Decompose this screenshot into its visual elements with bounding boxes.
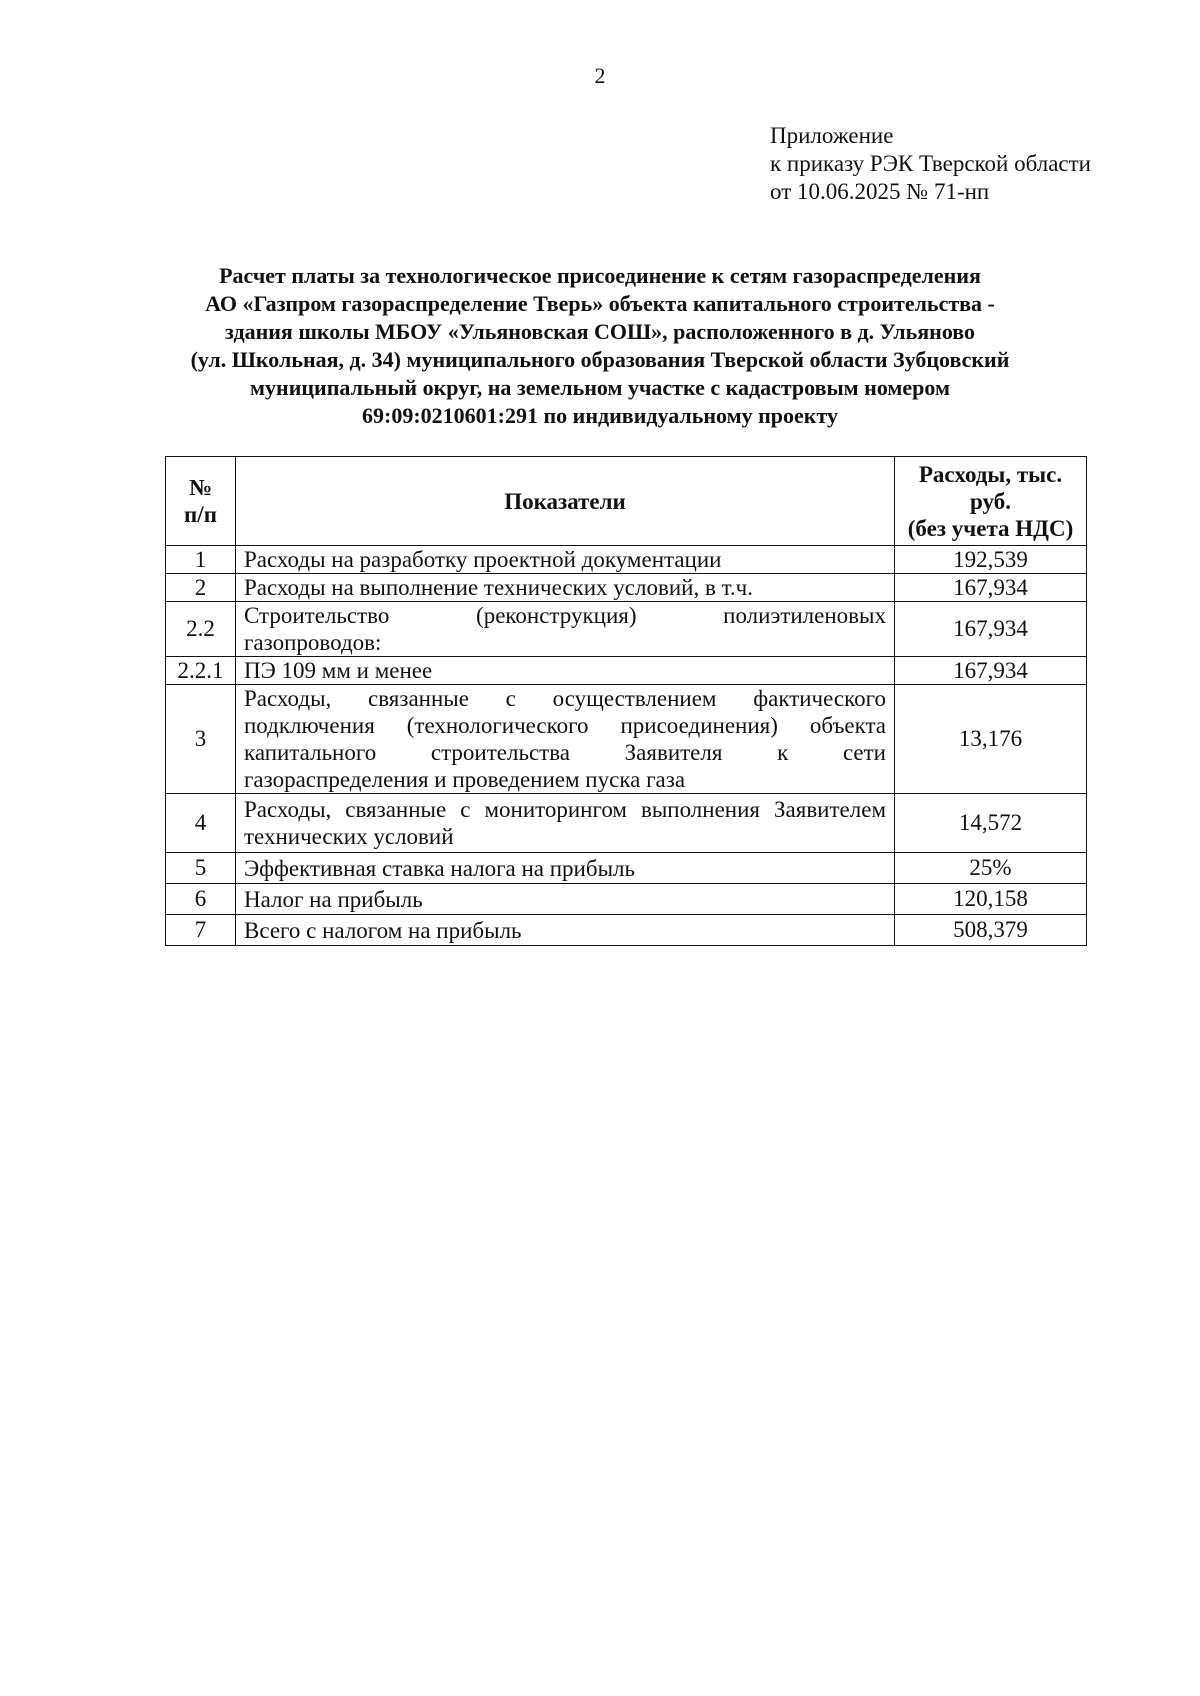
appendix-reference (770, 122, 1091, 206)
table-row (166, 685, 1087, 794)
table-row (166, 853, 1087, 884)
row-indicator-line: Строительство (реконструкция) полиэтиленовых (244, 603, 886, 628)
row-value: 25% (895, 853, 1087, 884)
row-number: 2.2.1 (166, 657, 236, 685)
row-indicator: Расходы на разработку проектной документации (236, 546, 895, 574)
row-indicator (236, 685, 895, 794)
title-line-1: Расчет платы за технологическое присоединение к сетям газораспределения (219, 263, 981, 288)
row-indicator: ПЭ 109 мм и менее (236, 657, 895, 685)
row-value: 14,572 (895, 794, 1087, 853)
title-line-2: АО «Газпром газораспределение Тверь» объекта капитального строительства - (205, 291, 995, 316)
row-indicator-line: газопроводов: (244, 630, 382, 655)
header-number-line-1: № (188, 475, 213, 500)
row-number: 6 (166, 884, 236, 915)
row-number: 7 (166, 915, 236, 946)
table-row (166, 794, 1087, 853)
row-indicator-line: подключения (технологического присоединения) объекта (244, 713, 886, 738)
row-value: 120,158 (895, 884, 1087, 915)
row-indicator (236, 794, 895, 853)
table-row (166, 602, 1087, 657)
table-row (166, 915, 1087, 946)
table-row (166, 574, 1087, 602)
row-number: 5 (166, 853, 236, 884)
row-value: 508,379 (895, 915, 1087, 946)
header-cost-line-1: Расходы, тыс. (918, 461, 1063, 487)
row-indicator: Расходы на выполнение технических условий, в т.ч. (236, 574, 895, 602)
table-row (166, 884, 1087, 915)
row-number: 3 (166, 685, 236, 794)
title-line-6: 69:09:0210601:291 по индивидуальному проекту (362, 403, 838, 428)
row-indicator: Налог на прибыль (236, 884, 895, 915)
row-indicator: Эффективная ставка налога на прибыль (236, 853, 895, 884)
appendix-line-1: Приложение (770, 123, 894, 148)
row-value: 13,176 (895, 685, 1087, 794)
header-cost-line-2: руб. (970, 488, 1011, 514)
title-line-4: (ул. Школьная, д. 34) муниципального образования Тверской области Зубцовский (190, 347, 1010, 372)
row-value: 167,934 (895, 574, 1087, 602)
row-value: 192,539 (895, 546, 1087, 574)
header-cost (895, 457, 1087, 546)
row-indicator-line: технических условий (244, 824, 454, 849)
row-indicator-line: капитального строительства Заявителя к сети (244, 740, 886, 765)
header-number (166, 457, 236, 546)
page-number: 2 (594, 63, 606, 88)
header-indicator: Показатели (236, 457, 895, 546)
table-row (166, 657, 1087, 685)
cost-table (165, 456, 1087, 946)
appendix-line-2: к приказу РЭК Тверской области (770, 151, 1091, 176)
table-header-row (166, 457, 1087, 546)
row-number: 4 (166, 794, 236, 853)
appendix-line-3: от 10.06.2025 № 71-нп (770, 179, 990, 204)
header-number-line-2: п/п (184, 502, 217, 527)
row-number: 2 (166, 574, 236, 602)
document-title (150, 262, 1050, 430)
row-number: 2.2 (166, 602, 236, 657)
table-row (166, 546, 1087, 574)
row-value: 167,934 (895, 602, 1087, 657)
title-line-5: муниципальный округ, на земельном участке с кадастровым номером (250, 375, 950, 400)
row-value: 167,934 (895, 657, 1087, 685)
header-cost-line-3: (без учета НДС) (907, 515, 1074, 541)
row-number: 1 (166, 546, 236, 574)
row-indicator-line: газораспределения и проведением пуска газа (244, 767, 686, 792)
row-indicator (236, 602, 895, 657)
row-indicator: Всего с налогом на прибыль (236, 915, 895, 946)
row-indicator-line: Расходы, связанные с осуществлением фактического (244, 686, 886, 711)
title-line-3: здания школы МБОУ «Ульяновская СОШ», расположенного в д. Ульяново (225, 319, 975, 344)
row-indicator-line: Расходы, связанные с мониторингом выполнения Заявителем (244, 797, 886, 822)
